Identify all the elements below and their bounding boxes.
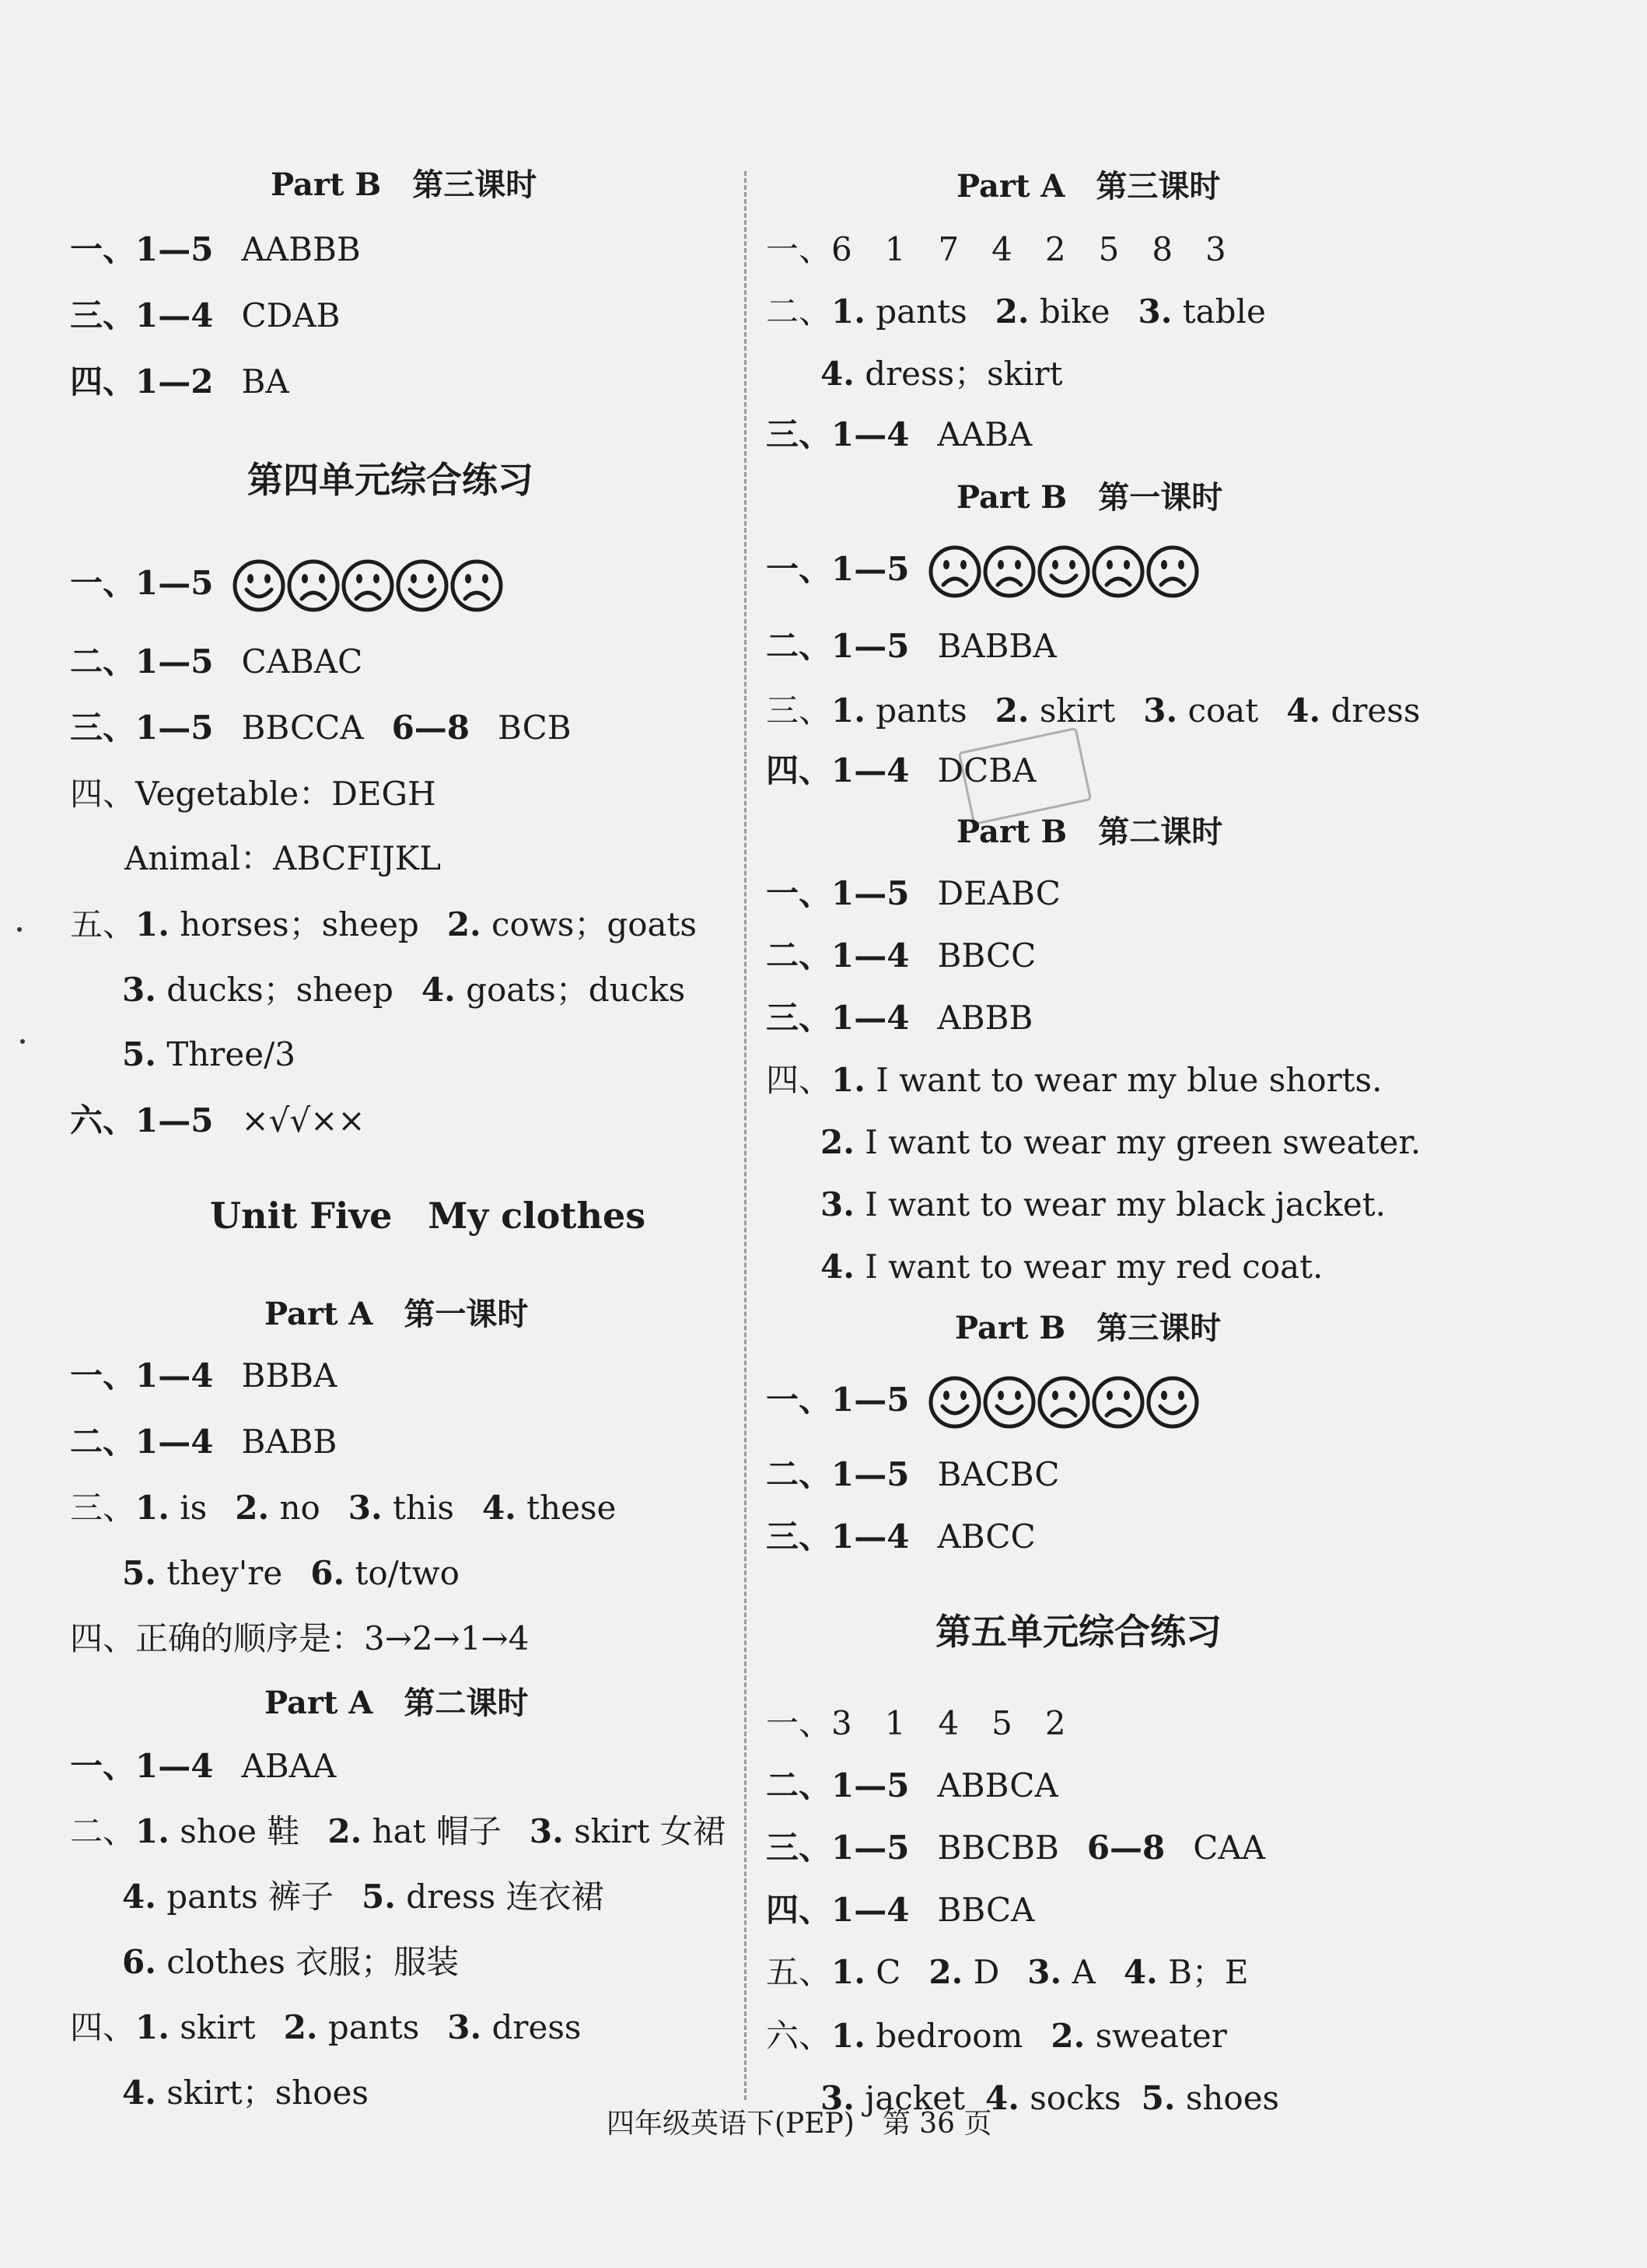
answer-line: 二、1. shoe 鞋 2. hat 帽子 3. skirt 女裙 <box>70 1812 726 1850</box>
page-footer: 四年级英语下(PEP) 第 36 页 <box>607 2108 992 2140</box>
sad-face-icon <box>449 558 504 613</box>
emoji-row <box>928 1375 1200 1430</box>
margin-dot <box>20 1039 25 1044</box>
answer-line: Animal：ABCFIJKL <box>124 839 442 877</box>
section-title: Part B 第一课时 <box>956 479 1223 516</box>
answer-line: 5. Three/3 <box>122 1035 295 1073</box>
sad-face-icon <box>1145 544 1200 599</box>
answer-line: 3. jacket 4. socks 5. shoes <box>820 2079 1280 2117</box>
smiley-face-icon <box>1145 1375 1200 1430</box>
answer-line: 二、1—5 ABBCA <box>766 1766 1058 1804</box>
answer-line: 一、3 1 4 5 2 <box>766 1704 1066 1742</box>
answer-line: 四、1—4 DCBA <box>766 751 1037 789</box>
answer-line: 六、1. bedroom 2. sweater <box>766 2017 1227 2055</box>
answer-line: 6. clothes 衣服；服装 <box>122 1943 460 1981</box>
answer-line: 五、1. C 2. D 3. A 4. B；E <box>766 1953 1249 1991</box>
column-divider <box>744 171 747 2100</box>
answer-line: 三、1—5 BBCBB 6—8 CAA <box>766 1829 1266 1867</box>
smiley-face-icon <box>395 558 449 613</box>
section-title: Part B 第二课时 <box>956 814 1223 850</box>
sad-face-icon <box>1037 1375 1091 1430</box>
answer-line: 5. they're 6. to/two <box>122 1554 460 1592</box>
emoji-row <box>232 558 504 613</box>
answer-line: 四、1. skirt 2. pants 3. dress <box>70 2008 582 2046</box>
sad-face-icon <box>928 544 982 599</box>
emoji-row <box>928 544 1200 599</box>
sad-face-icon <box>1091 1375 1145 1430</box>
answer-line: 三、1—4 ABBB <box>766 999 1033 1037</box>
answer-line: 一、1—5 <box>766 544 1200 599</box>
answer-line: 4. pants 裤子 5. dress 连衣裙 <box>122 1878 604 1916</box>
smiley-face-icon <box>982 1375 1037 1430</box>
section-title: Part A 第三课时 <box>956 168 1221 205</box>
answer-line: 二、1—5 BACBC <box>766 1455 1060 1493</box>
answer-line: 六、1—5 ×√√×× <box>70 1101 365 1139</box>
answer-line: 三、1—5 BBCCA 6—8 BCB <box>70 709 572 747</box>
answer-line: 二、1—4 BABB <box>70 1423 337 1461</box>
unit-title: Unit Five My clothes <box>210 1195 646 1237</box>
section-title: Part B 第三课时 <box>271 166 537 203</box>
section-title: Part B 第三课时 <box>955 1310 1222 1346</box>
answer-line: 4. dress；skirt <box>820 355 1063 393</box>
answer-line: 一、1—5 DEABC <box>766 874 1061 912</box>
answer-line: 三、1. is 2. no 3. this 4. these <box>70 1489 617 1527</box>
smiley-face-icon <box>1037 544 1091 599</box>
answer-line: 四、1. I want to wear my blue shorts. <box>766 1061 1383 1099</box>
answer-line: 一、6 1 7 4 2 5 8 3 <box>766 230 1226 268</box>
answer-line: 二、1—4 BBCC <box>766 936 1037 975</box>
answer-line: 4. skirt；shoes <box>122 2074 369 2112</box>
section-title: Part A 第一课时 <box>264 1296 529 1332</box>
answer-line: 3. I want to wear my black jacket. <box>820 1185 1386 1223</box>
answer-line: 四、1—2 BA <box>70 362 289 401</box>
answer-line: 五、1. horses；sheep 2. cows；goats <box>70 905 697 943</box>
sad-face-icon <box>341 558 395 613</box>
answer-line: 一、1—4 ABAA <box>70 1747 337 1785</box>
section-title: 第五单元综合练习 <box>935 1611 1222 1653</box>
answer-line: 四、1—4 BBCA <box>766 1891 1035 1929</box>
answer-line: 3. ducks；sheep 4. goats；ducks <box>122 971 686 1009</box>
answer-line: 二、1—5 CABAC <box>70 642 363 681</box>
sad-face-icon <box>1091 544 1145 599</box>
answer-line: 一、1—4 BBBA <box>70 1356 337 1395</box>
answer-line: 三、1—4 AABA <box>766 415 1033 453</box>
sad-face-icon <box>286 558 341 613</box>
answer-line: 二、1. pants 2. bike 3. table <box>766 292 1266 331</box>
answer-line: 二、1—5 BABBA <box>766 627 1057 665</box>
answer-line: 三、1—4 ABCC <box>766 1517 1036 1556</box>
answer-line: 一、1—5 <box>70 558 504 613</box>
sad-face-icon <box>982 544 1037 599</box>
answer-line: 四、正确的顺序是：3→2→1→4 <box>70 1619 530 1657</box>
smiley-face-icon <box>232 558 286 613</box>
answer-line: 4. I want to wear my red coat. <box>820 1248 1324 1286</box>
section-title: Part A 第二课时 <box>264 1685 529 1721</box>
answer-line: 三、1. pants 2. skirt 3. coat 4. dress <box>766 691 1421 730</box>
answer-line: 2. I want to wear my green sweater. <box>820 1123 1421 1161</box>
answer-line: 一、1—5 AABBB <box>70 230 361 268</box>
answer-line: 四、Vegetable：DEGH <box>70 775 436 813</box>
smiley-face-icon <box>928 1375 982 1430</box>
margin-dot <box>17 927 22 932</box>
answer-line: 一、1—5 <box>766 1375 1200 1430</box>
section-title: 第四单元综合练习 <box>247 459 533 501</box>
answer-line: 三、1—4 CDAB <box>70 296 341 334</box>
